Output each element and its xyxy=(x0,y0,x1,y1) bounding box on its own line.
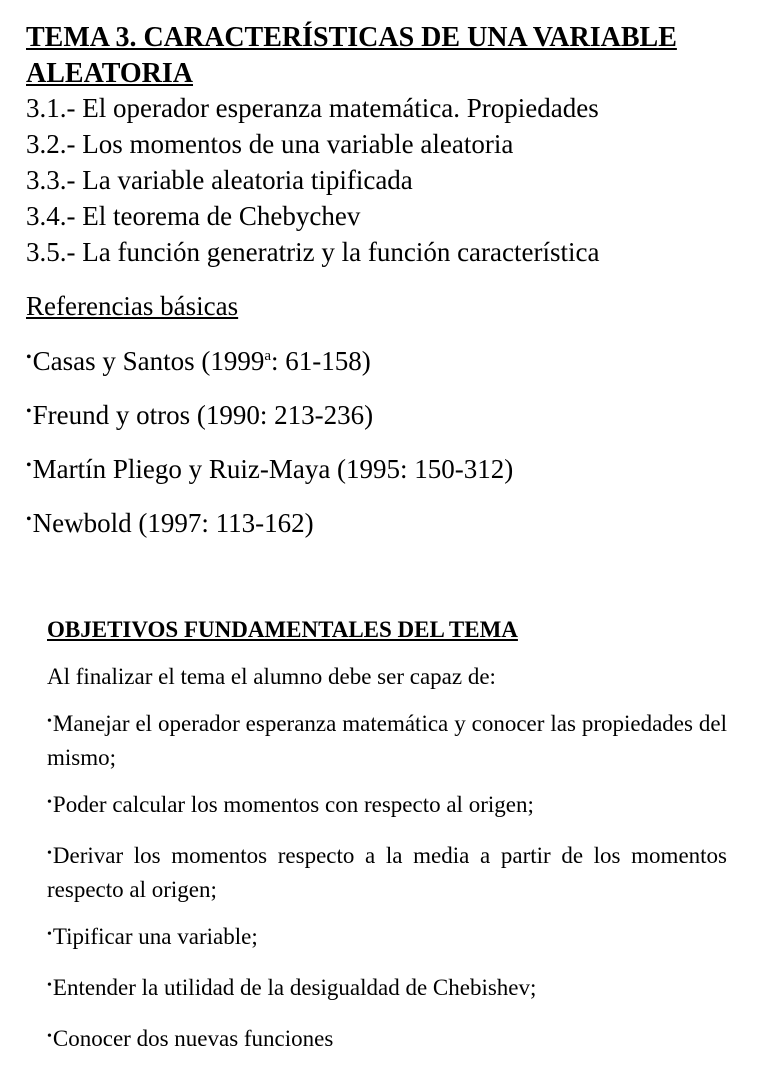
objective-item xyxy=(47,790,727,824)
objective-item xyxy=(47,973,727,1007)
topics-list xyxy=(26,90,599,270)
objective-text: Manejar el operador esperanza matemática y conocer las propiedades del mismo; xyxy=(47,711,727,770)
objectives-heading: OBJETIVOS FUNDAMENTALES DEL TEMA xyxy=(47,617,518,642)
bullet-icon: • xyxy=(26,511,32,528)
references-heading: Referencias básicas xyxy=(26,291,239,321)
objective-text: Poder calcular los momentos con respecto al origen; xyxy=(52,792,534,817)
objective-text: Conocer dos nuevas funciones xyxy=(52,1026,334,1051)
reference-text: Martín Pliego y Ruiz-Maya (1995: 150-312) xyxy=(32,454,514,484)
objective-text: Derivar los momentos respecto a la media a partir de los momentos respecto al origen; xyxy=(47,843,727,902)
objective-text: Tipificar una variable; xyxy=(52,924,258,949)
reference-pages: : 61-158) xyxy=(271,346,371,376)
topic-item: 3.3.- La variable aleatoria tipificada xyxy=(26,165,413,195)
bullet-icon: • xyxy=(47,978,52,993)
topic-item: 3.2.- Los momentos de una variable aleatoria xyxy=(26,129,514,159)
bullet-icon: • xyxy=(47,714,52,729)
objective-item xyxy=(47,922,727,956)
bullet-icon: • xyxy=(26,403,32,420)
bullet-icon: • xyxy=(47,1029,52,1044)
reference-item xyxy=(26,505,513,559)
reference-text: Casas y Santos (1999 xyxy=(32,346,265,376)
references-list xyxy=(26,343,513,559)
objectives-intro: Al finalizar el tema el alumno debe ser capaz de: xyxy=(47,664,496,689)
reference-text: Newbold (1997: 113-162) xyxy=(32,508,314,538)
reference-item xyxy=(26,451,513,505)
bullet-icon: • xyxy=(47,795,52,810)
objective-item xyxy=(47,1024,727,1058)
objective-item xyxy=(47,841,727,905)
topic-item: 3.4.- El teorema de Chebychev xyxy=(26,201,361,231)
topic-item: 3.1.- El operador esperanza matemática. Propiedades xyxy=(26,93,599,123)
reference-text: Freund y otros (1990: 213-236) xyxy=(32,400,374,430)
reference-superscript: a xyxy=(264,348,272,364)
bullet-icon: • xyxy=(26,349,32,366)
objective-text: Entender la utilidad de la desigualdad de Chebishev; xyxy=(52,975,537,1000)
objective-item xyxy=(47,709,727,773)
bullet-icon: • xyxy=(47,846,52,861)
objectives-list xyxy=(47,709,727,1075)
reference-item xyxy=(26,397,513,451)
bullet-icon: • xyxy=(26,457,32,474)
bullet-icon: • xyxy=(47,927,52,942)
document-title: TEMA 3. CARACTERÍSTICAS DE UNA VARIABLE ALEATORIA xyxy=(26,22,677,89)
reference-item xyxy=(26,343,513,397)
topic-item: 3.5.- La función generatriz y la función característica xyxy=(26,237,600,267)
